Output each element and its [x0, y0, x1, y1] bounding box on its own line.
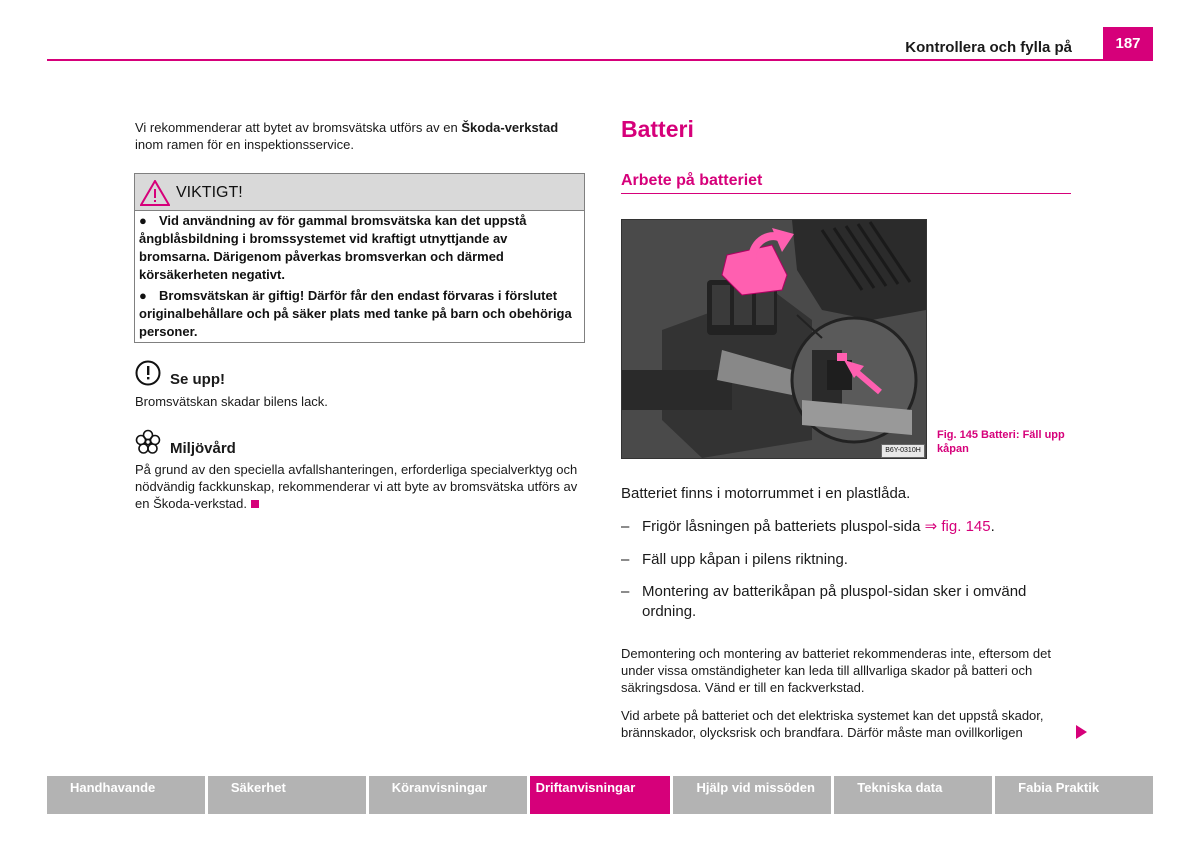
- dash-marker: –: [621, 518, 630, 535]
- caution-text: Bromsvätskan skadar bilens lack.: [135, 394, 328, 409]
- environment-title: Miljövård: [170, 440, 236, 457]
- intro-bold-text: Škoda-verkstad: [461, 120, 559, 135]
- tab-driftanvisningar[interactable]: Driftanvisningar: [530, 776, 671, 814]
- dash-marker: –: [621, 583, 630, 600]
- instruction-step: [621, 517, 1071, 537]
- intro-text-end: inom ramen för en inspektionsservice.: [135, 137, 354, 152]
- intro-paragraph: [135, 119, 585, 153]
- body-text: Batteriet finns i motorrummet i en plastlåda.: [621, 485, 911, 502]
- caution-exclamation-icon: [135, 360, 161, 386]
- tab-handhavande[interactable]: Handhavande: [47, 776, 205, 814]
- tab-fabia-praktik[interactable]: Fabia Praktik: [995, 776, 1153, 814]
- end-of-section-icon: [251, 500, 259, 508]
- warning-box: [134, 173, 585, 343]
- subsection-rule: [621, 193, 1071, 194]
- figure-cross-reference-link[interactable]: ⇒ fig. 145: [924, 518, 991, 535]
- page-number: 187: [1103, 27, 1153, 60]
- running-header-title: Kontrollera och fylla på: [905, 39, 1072, 56]
- info-paragraph: Vid arbete på batteriet och det elektriska systemet kan det uppstå skador, brännskador, olycksrisk och brandfara. Därför måste man ovillkorligen: [621, 708, 1044, 740]
- engine-bay-illustration: [622, 220, 926, 458]
- subsection-title: Arbete på batteriet: [621, 172, 763, 189]
- tab-tekniska-data[interactable]: Tekniska data: [834, 776, 992, 814]
- battery-cover-figure: [621, 219, 927, 459]
- instruction-step-text: [642, 517, 1071, 537]
- instruction-step: [621, 582, 1071, 622]
- warning-item: [139, 287, 579, 341]
- tab-koranvisningar[interactable]: Köranvisningar: [369, 776, 527, 814]
- bullet: ●: [139, 213, 147, 228]
- caution-title: Se upp!: [170, 371, 225, 388]
- environment-text-body: På grund av den speciella avfallshanteringen, erforderliga specialverktyg och nödvändig fackkunskap, rekommenderar vi att byte av bromsvätska utförs av en Škoda-verkstad.: [135, 462, 578, 511]
- next-page-arrow-icon[interactable]: [1075, 725, 1087, 739]
- warning-item-text: Bromsvätskan är giftig! Därför får den endast förvaras i förslutet originalbehållare och på säker plats med tanke på barn och obehöriga personer.: [139, 288, 572, 339]
- tab-sakerhet[interactable]: Säkerhet: [208, 776, 366, 814]
- instruction-step-text: Montering av batterikåpan på pluspol-sidan sker i omvänd ordning.: [642, 583, 1027, 620]
- intro-text-start: Vi rekommenderar att bytet av bromsvätska utförs av en: [135, 120, 462, 135]
- section-title: Batteri: [621, 116, 694, 142]
- figure-caption: Fig. 145 Batteri: Fäll upp kåpan: [937, 429, 1065, 455]
- step-tail: .: [990, 518, 995, 535]
- environment-flower-icon: [135, 429, 161, 455]
- warning-header: [135, 174, 584, 211]
- environment-text: [135, 461, 585, 512]
- bullet: ●: [139, 288, 147, 303]
- instruction-step-text: Fäll upp kåpan i pilens riktning.: [642, 551, 848, 568]
- dash-marker: –: [621, 551, 630, 568]
- header-rule: [47, 59, 1153, 61]
- figure-code-label: B6Y-0310H: [881, 444, 925, 458]
- warning-triangle-icon: [140, 180, 170, 206]
- warning-title: VIKTIGT!: [176, 184, 243, 201]
- tab-hjalp-vid-missoden[interactable]: Hjälp vid missöden: [673, 776, 831, 814]
- instruction-step: [621, 550, 1071, 570]
- warning-item: [139, 212, 579, 284]
- warning-item-text: Vid användning av för gammal bromsvätska kan det uppstå ångblåsbildning i bromssystemet vid kraftigt utnyttjande av bromsarna. Därigenom påverkas bromsverkan och därmed körsäkerheten negativt.: [139, 213, 527, 282]
- chapter-tabs: [47, 776, 1153, 814]
- step-text: Frigör låsningen på batteriets pluspol-sida: [642, 518, 925, 535]
- info-paragraph: Demontering och montering av batteriet rekommenderas inte, eftersom det under vissa omständigheter kan leda till alllvarliga skador på batteri och säkringsdosa. Vänd er till en fackverkstad.: [621, 646, 1051, 695]
